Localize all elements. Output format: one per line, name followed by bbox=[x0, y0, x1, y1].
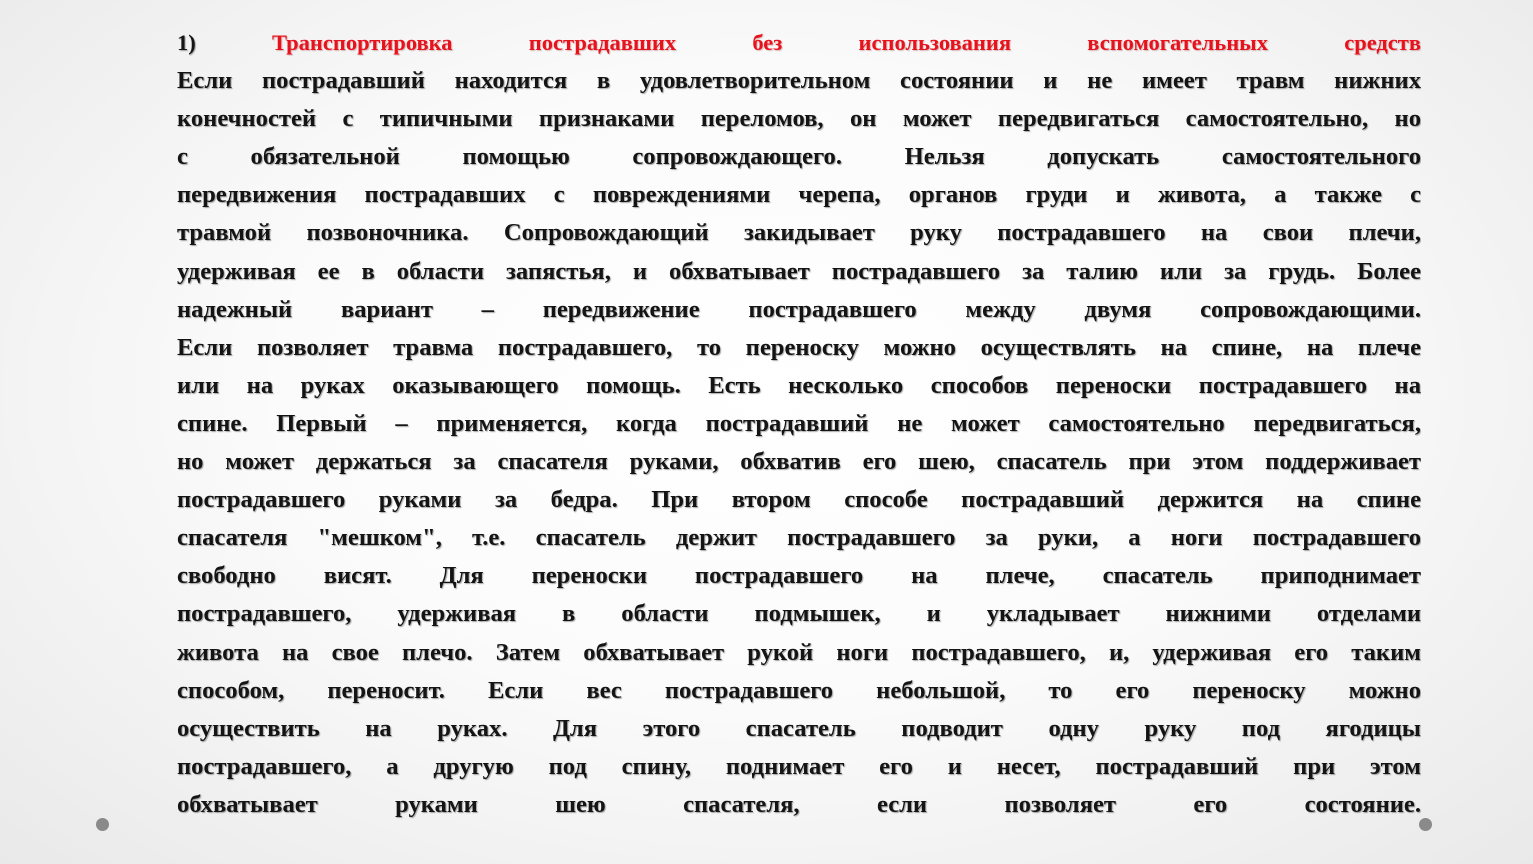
body-line: пострадавшего руками за бедра. При втором способе пострадавший держится на спине bbox=[177, 486, 1421, 514]
body-line: передвижения пострадавших с повреждениями черепа, органов груди и живота, а также с bbox=[177, 181, 1421, 209]
body-line: спасателя "мешком", т.е. спасатель держит пострадавшего за руки, а ноги пострадавшего bbox=[177, 524, 1421, 552]
right-bullet-dot bbox=[1419, 818, 1432, 831]
heading-title: Транспортировка пострадавших без использования вспомогательных средств bbox=[272, 30, 1421, 55]
body-line: Если позволяет травма пострадавшего, то переноску можно осуществлять на спине, на плече bbox=[177, 333, 1421, 361]
body-line: спине. Первый – применяется, когда пострадавший не может самостоятельно передвигаться, bbox=[177, 409, 1421, 437]
body-line: свободно висят. Для переноски пострадавшего на плече, спасатель приподнимает bbox=[177, 562, 1421, 590]
body-line: с обязательной помощью сопровождающего. Нельзя допускать самостоятельного bbox=[177, 143, 1421, 171]
body-line: пострадавшего, удерживая в области подмышек, и укладывает нижними отделами bbox=[177, 600, 1421, 628]
body-line: конечностей с типичными признаками переломов, он может передвигаться самостоятельно, но bbox=[177, 105, 1421, 133]
heading-line bbox=[177, 24, 1421, 62]
body-line: но может держаться за спасателя руками, обхватив его шею, спасатель при этом поддерживает bbox=[177, 448, 1421, 476]
left-bullet-dot bbox=[96, 818, 109, 831]
body-line: способом, переносит. Если вес пострадавшего небольшой, то его переноску можно bbox=[177, 676, 1421, 704]
body-line: пострадавшего, а другую под спину, поднимает его и несет, пострадавший при этом bbox=[177, 752, 1421, 780]
body-line: Если пострадавший находится в удовлетворительном состоянии и не имеет травм нижних bbox=[177, 67, 1421, 95]
body-line: осуществить на руках. Для этого спасатель подводит одну руку под ягодицы bbox=[177, 714, 1421, 742]
body-line: надежный вариант – передвижение пострадавшего между двумя сопровождающими. bbox=[177, 295, 1421, 323]
heading-number: 1) bbox=[177, 30, 196, 55]
body-line: или на руках оказывающего помощь. Есть несколько способов переноски пострадавшего на bbox=[177, 371, 1421, 399]
body-line: обхватывает руками шею спасателя, если позволяет его состояние. bbox=[177, 790, 1421, 818]
body-line: удерживая ее в области запястья, и обхватывает пострадавшего за талию или за грудь. Более bbox=[177, 257, 1421, 285]
body-line: живота на свое плечо. Затем обхватывает рукой ноги пострадавшего, и, удерживая его таким bbox=[177, 638, 1421, 666]
text-block bbox=[177, 24, 1421, 824]
body-line: травмой позвоночника. Сопровождающий закидывает руку пострадавшего на свои плечи, bbox=[177, 219, 1421, 247]
